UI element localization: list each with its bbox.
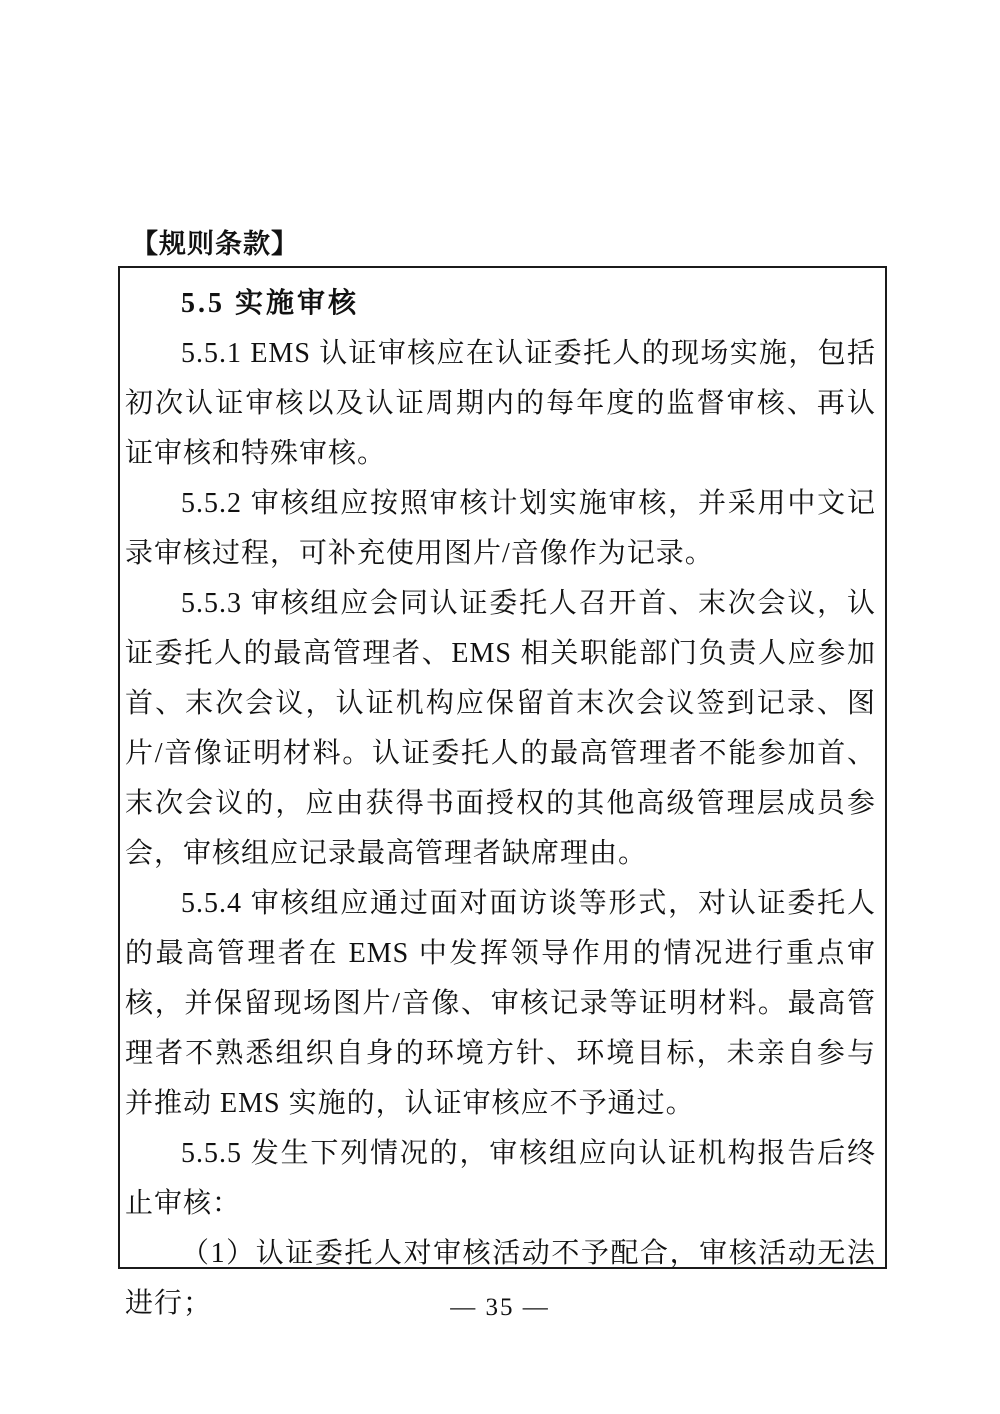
rule-paragraph: 5.5.4 审核组应通过面对面访谈等形式，对认证委托人的最高管理者在 EMS 中发挥领导作用的情况进行重点审核，并保留现场图片/音像、审核记录等证明材料。最高管理者不熟悉组织自身的环境方针、环境目标，未亲自参与并推动 EMS 实施的，认证审核应不予通过。: [125, 888, 876, 1119]
rule-paragraph: （1）认证委托人对审核活动不予配合，审核活动无法进行；: [125, 1238, 876, 1319]
page-number: — 35 —: [450, 1294, 550, 1321]
section-header: 【规则条款】: [131, 229, 299, 260]
rule-paragraph: 5.5.5 发生下列情况的，审核组应向认证机构报告后终止审核：: [125, 1138, 876, 1219]
rule-paragraph: 5.5.3 审核组应会同认证委托人召开首、末次会议，认证委托人的最高管理者、EMS 相关职能部门负责人应参加首、末次会议，认证机构应保留首末次会议签到记录、图片/音像证明材料。认证委托人的最高管理者不能参加首、末次会议的，应由获得书面授权的其他高级管理层成员参会，审核组应记录最高管理者缺席理由。: [125, 588, 876, 869]
rule-paragraph: 5.5.2 审核组应按照审核计划实施审核，并采用中文记录审核过程，可补充使用图片/音像作为记录。: [125, 488, 876, 569]
rule-box-title: 5.5 实施审核: [181, 288, 360, 319]
rule-paragraph: 5.5.1 EMS 认证审核应在认证委托人的现场实施，包括初次认证审核以及认证周期内的每年度的监督审核、再认证审核和特殊审核。: [125, 338, 876, 469]
